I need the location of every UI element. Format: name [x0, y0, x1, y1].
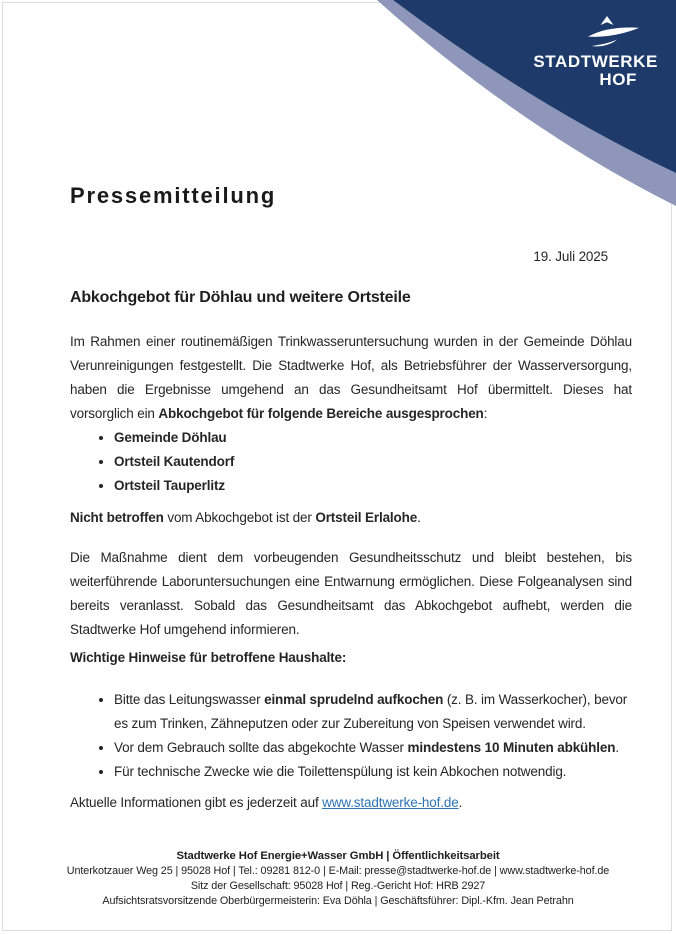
bold-text-run: Nicht betroffen [70, 510, 164, 525]
footer-line: Unterkotzauer Weg 25 | 95028 Hof | Tel.: 09281 812-0 | E-Mail: presse@stadtwerke-hof.de | www.stadtwerke-hof.de [66, 865, 610, 877]
text-run: Bitte das Leitungswasser [114, 692, 265, 707]
list-item: • Ortsteil Tauperlitz [114, 474, 632, 498]
text-run: . [417, 510, 421, 525]
text-run: Vor dem Gebrauch sollte das abgekochte Wasser [114, 740, 408, 755]
logo-text-stadtwerke: STADTWERKE [533, 52, 658, 71]
list-item: • Gemeinde Döhlau [114, 426, 632, 450]
website-link[interactable]: www.stadtwerke-hof.de [322, 795, 459, 810]
list-item: • Ortsteil Kautendorf [114, 450, 632, 474]
text-run: vom Abkochgebot ist der [163, 510, 316, 525]
text-run: Im Rahmen einer routinemäßigen Trinkwasseruntersuchung wurden in der Gemeinde Döhlau Verunreinigungen festgestellt. Die Stadtwerke Hof, als Betriebsführer der Wasserversorgung, haben die Ergebnisse umgehend an das Gesundheitsamt Hof übermittelt. Dieses hat vorsorglich ein [70, 334, 632, 421]
info-paragraph [70, 791, 632, 815]
document-body [70, 0, 632, 815]
text-run: . [615, 740, 619, 755]
footer-line: Stadtwerke Hof Energie+Wasser GmbH | Öffentlichkeitsarbeit [176, 850, 500, 862]
text-run: (z. B. im Wasserkocher), bevor es zum Trinken, Zähneputzen oder zur Zubereitung von Speisen verwendet wird. [114, 692, 628, 731]
footer-imprint [0, 849, 676, 909]
text-run: Die Maßnahme dient dem vorbeugenden Gesundheitsschutz und bleibt bestehen, bis weiterführende Laboruntersuchungen eine Entwarnung ermöglichen. Diese Folgeanalysen sind bereits veranlasst. Sobald das Gesundheitsamt das Abkochgebot aufhebt, werden die Stadtwerke Hof umgehend informieren. [70, 550, 632, 637]
notes-heading: Wichtige Hinweise für betroffene Haushalte: [70, 650, 347, 665]
bold-text-run: mindestens 10 Minuten abkühlen [407, 740, 616, 755]
list-item [114, 736, 632, 760]
text-run: . [458, 795, 463, 810]
measure-paragraph [70, 546, 632, 642]
bold-text-run: Abkochgebot für folgende Bereiche ausgesprochen [158, 406, 484, 421]
document-title: Pressemitteilung [70, 183, 277, 208]
affected-areas-list [70, 426, 632, 498]
bold-text-run: einmal sprudelnd aufkochen [264, 692, 444, 707]
list-item [114, 760, 632, 784]
headline: Abkochgebot für Döhlau und weitere Ortsteile [70, 289, 411, 306]
text-run: Für technische Zwecke wie die Toilettenspülung ist kein Abkochen notwendig. [114, 764, 567, 779]
household-notes-list [70, 688, 632, 784]
footer-line: Sitz der Gesellschaft: 95028 Hof | Reg.-Gericht Hof: HRB 2927 [190, 880, 486, 892]
text-run: : [483, 406, 488, 421]
bold-text-run: Ortsteil Erlalohe [315, 510, 418, 525]
logo-text-hof: HOF [599, 70, 637, 89]
date-text: 19. Juli 2025 [533, 249, 608, 264]
text-run: Aktuelle Informationen gibt es jederzeit auf [70, 795, 323, 810]
intro-paragraph [70, 330, 632, 426]
exception-paragraph [70, 506, 632, 530]
list-item [114, 688, 632, 736]
footer-line: Aufsichtsratsvorsitzende Oberbürgermeisterin: Eva Döhla | Geschäftsführer: Dipl.-Kfm. Jean Petrahn [102, 895, 574, 907]
